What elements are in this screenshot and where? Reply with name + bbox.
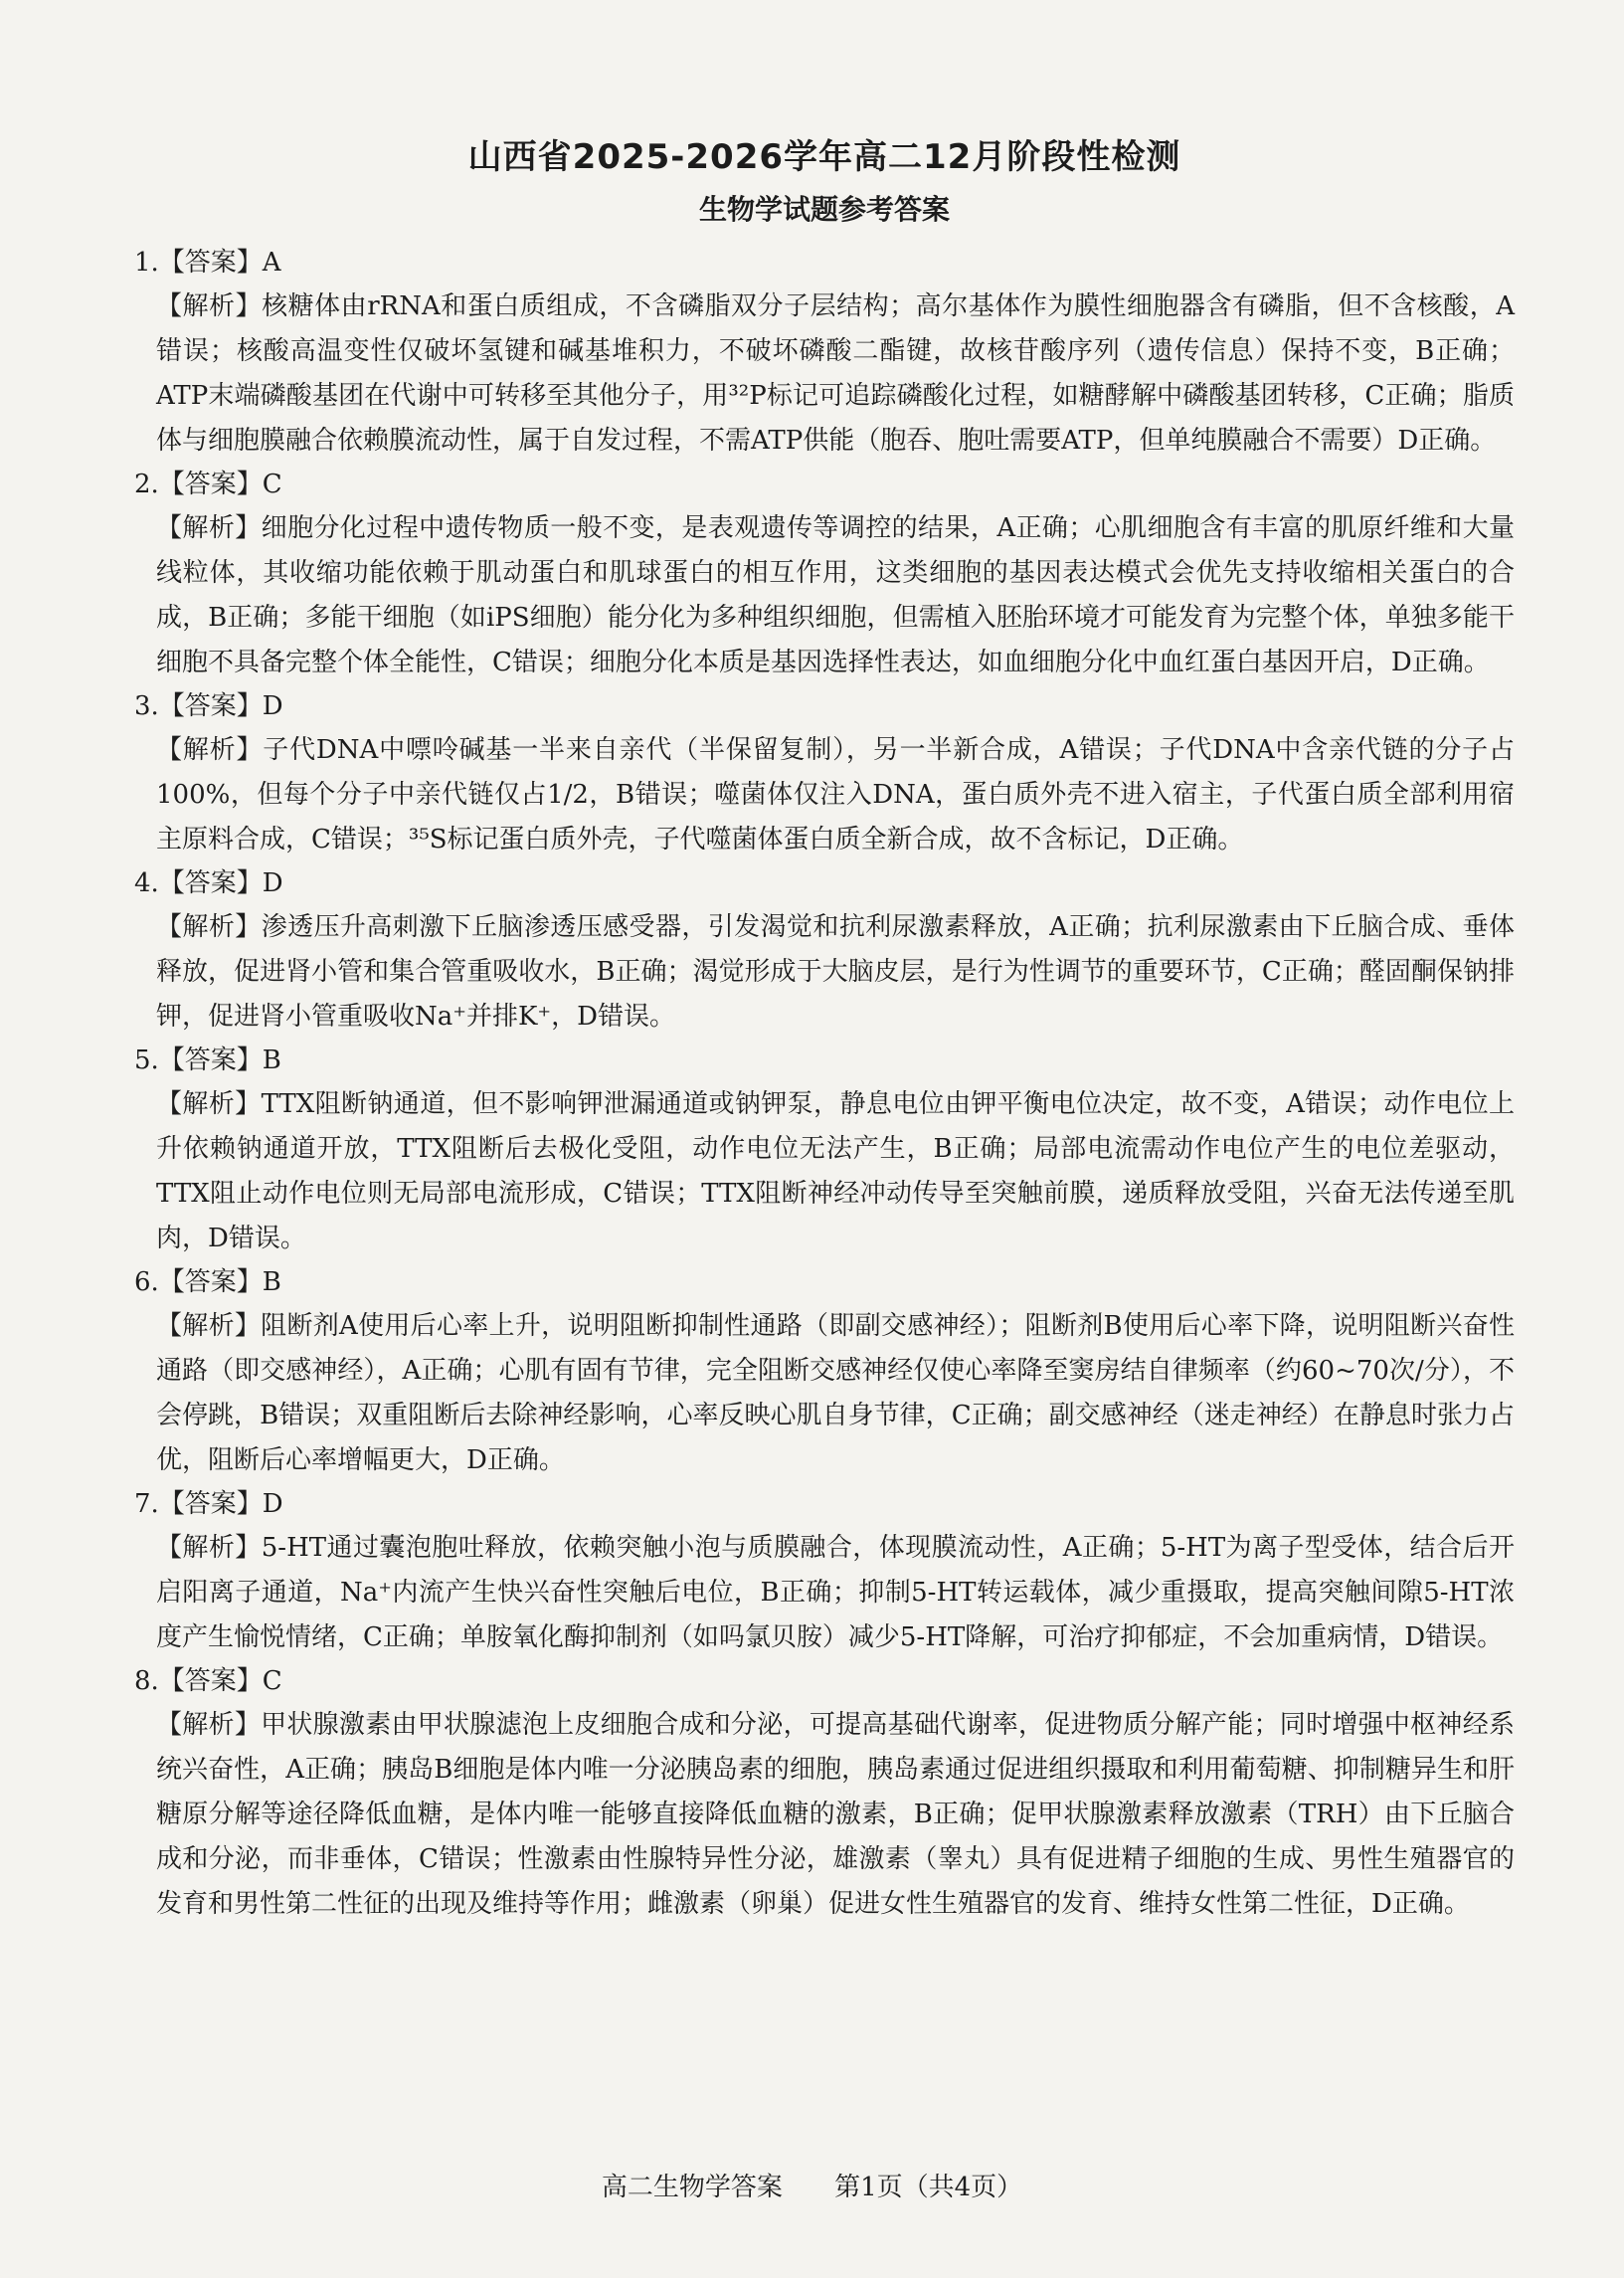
question-item-3 — [134, 685, 1515, 862]
explanation-text: 【解析】核糖体由rRNA和蛋白质组成，不含磷脂双分子层结构；高尔基体作为膜性细胞器含有磷脂，但不含核酸，A错误；核酸高温变性仅破坏氢键和碱基堆积力，不破坏磷酸二酯键，故核苷酸序列（遗传信息）保持不变，B正确；ATP末端磷酸基团在代谢中可转移至其他分子，用³²P标记可追踪磷酸化过程，如糖酵解中磷酸基团转移，C正确；脂质体与细胞膜融合依赖膜流动性，属于自发过程，不需ATP供能（胞吞、胞吐需要ATP，但单纯膜融合不需要）D正确。 — [156, 291, 1515, 456]
question-item-1 — [134, 242, 1515, 464]
explanation-text: 【解析】细胞分化过程中遗传物质一般不变，是表观遗传等调控的结果，A正确；心肌细胞含有丰富的肌原纤维和大量线粒体，其收缩功能依赖于肌动蛋白和肌球蛋白的相互作用，这类细胞的基因表达模式会优先支持收缩相关蛋白的合成，B正确；多能干细胞（如iPS细胞）能分化为多种组织细胞，但需植入胚胎环境才可能发育为完整个体，单独多能干细胞不具备完整个体全能性，C错误；细胞分化本质是基因选择性表达，如血细胞分化中血红蛋白基因开启，D正确。 — [156, 513, 1515, 677]
page-footer — [0, 2167, 1624, 2203]
footer-page-number: 第1页（共4页） — [834, 2173, 1023, 2202]
document-subtitle: 生物学试题参考答案 — [698, 193, 950, 226]
answer-line: 4.【答案】D — [134, 868, 283, 898]
answer-line: 2.【答案】C — [134, 470, 282, 499]
question-item-2 — [134, 464, 1515, 685]
explanation-text: 【解析】子代DNA中嘌呤碱基一半来自亲代（半保留复制），另一半新合成，A错误；子代DNA中含亲代链的分子占100%，但每个分子中亲代链仅占1/2，B错误；噬菌体仅注入DNA，蛋白质外壳不进入宿主，子代蛋白质全部利用宿主原料合成，C错误；³⁵S标记蛋白质外壳，子代噬菌体蛋白质全新合成，故不含标记，D正确。 — [156, 735, 1515, 854]
answer-line: 6.【答案】B — [134, 1267, 281, 1297]
document-title: 山西省2025-2026学年高二12月阶段性检测 — [467, 137, 1181, 177]
question-item-7 — [134, 1483, 1515, 1660]
question-item-5 — [134, 1040, 1515, 1261]
explanation-text: 【解析】TTX阻断钠通道，但不影响钾泄漏通道或钠钾泵，静息电位由钾平衡电位决定，故不变，A错误；动作电位上升依赖钠通道开放，TTX阻断后去极化受阻，动作电位无法产生，B正确；局部电流需动作电位产生的电位差驱动，TTX阻止动作电位则无局部电流形成，C错误；TTX阻断神经冲动传导至突触前膜，递质释放受阻，兴奋无法传递至肌肉，D错误。 — [156, 1089, 1515, 1253]
explanation-text: 【解析】阻断剂A使用后心率上升，说明阻断抑制性通路（即副交感神经）；阻断剂B使用后心率下降，说明阻断兴奋性通路（即交感神经），A正确；心肌有固有节律，完全阻断交感神经仅使心率降至窦房结自律频率（约60~70次/分），不会停跳，B错误；双重阻断后去除神经影响，心率反映心肌自身节律，C正确；副交感神经（迷走神经）在静息时张力占优，阻断后心率增幅更大，D正确。 — [156, 1311, 1515, 1475]
explanation-text: 【解析】渗透压升高刺激下丘脑渗透压感受器，引发渴觉和抗利尿激素释放，A正确；抗利尿激素由下丘脑合成、垂体释放，促进肾小管和集合管重吸收水，B正确；渴觉形成于大脑皮层，是行为性调节的重要环节，C正确；醛固酮保钠排钾，促进肾小管重吸收Na⁺并排K⁺，D错误。 — [156, 912, 1515, 1032]
answer-line: 3.【答案】D — [134, 691, 283, 721]
answer-line: 7.【答案】D — [134, 1489, 283, 1519]
explanation-text: 【解析】甲状腺激素由甲状腺滤泡上皮细胞合成和分泌，可提高基础代谢率，促进物质分解产能；同时增强中枢神经系统兴奋性，A正确；胰岛B细胞是体内唯一分泌胰岛素的细胞，胰岛素通过促进组织摄取和利用葡萄糖、抑制糖异生和肝糖原分解等途径降低血糖，是体内唯一能够直接降低血糖的激素，B正确；促甲状腺激素释放激素（TRH）由下丘脑合成和分泌，而非垂体，C错误；性激素由性腺特异性分泌，雄激素（睾丸）具有促进精子细胞的生成、男性生殖器官的发育和男性第二性征的出现及维持等作用；雌激素（卵巢）促进女性生殖器官的发育、维持女性第二性征，D正确。 — [156, 1710, 1515, 1919]
answer-line: 1.【答案】A — [134, 248, 281, 278]
question-item-6 — [134, 1261, 1515, 1483]
question-item-8 — [134, 1660, 1515, 1927]
footer-subject: 高二生物学答案 — [601, 2173, 783, 2202]
answer-line: 5.【答案】B — [134, 1045, 281, 1075]
answer-line: 8.【答案】C — [134, 1666, 282, 1696]
question-item-4 — [134, 862, 1515, 1040]
explanation-text: 【解析】5-HT通过囊泡胞吐释放，依赖突触小泡与质膜融合，体现膜流动性，A正确；5-HT为离子型受体，结合后开启阳离子通道，Na⁺内流产生快兴奋性突触后电位，B正确；抑制5-HT转运载体，减少重摄取，提高突触间隙5-HT浓度产生愉悦情绪，C正确；单胺氧化酶抑制剂（如吗氯贝胺）减少5-HT降解，可治疗抑郁症，不会加重病情，D错误。 — [156, 1533, 1515, 1652]
